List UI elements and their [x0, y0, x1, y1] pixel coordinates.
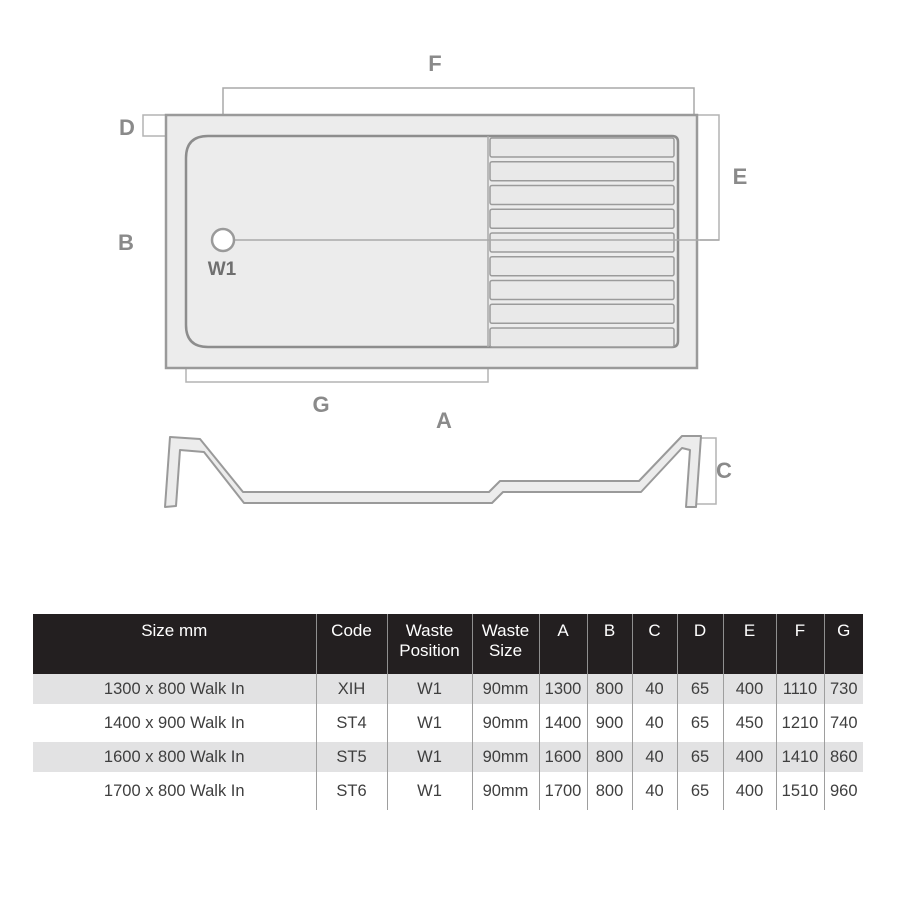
table-cell: W1	[387, 772, 472, 810]
dim-label-b: B	[118, 230, 134, 255]
table-cell: 40	[632, 674, 677, 704]
table-cell: 1300	[539, 674, 587, 704]
dim-label-e: E	[732, 164, 748, 189]
table-row	[33, 772, 863, 810]
table-cell: 740	[829, 713, 858, 732]
table-header-cell: Waste Size	[472, 614, 539, 674]
table-header-cell: F	[776, 614, 824, 674]
table-cell: W1	[387, 704, 472, 742]
table-cell: 65	[677, 674, 723, 704]
dim-line-e	[697, 115, 719, 240]
table-cell: 1410	[776, 742, 824, 772]
plan-view	[118, 51, 747, 433]
table-header-cell: A	[539, 614, 587, 674]
dim-label-a: A	[436, 408, 452, 433]
table-cell: 400	[723, 742, 776, 772]
table-cell: W1	[387, 674, 472, 704]
drainage-slats	[490, 138, 674, 347]
table-cell: 1210	[776, 704, 824, 742]
table-cell: 1700	[539, 772, 587, 810]
table-row	[33, 742, 863, 772]
table-cell: 90mm	[472, 772, 539, 810]
table-cell: 40	[632, 742, 677, 772]
table-cell: 65	[677, 704, 723, 742]
dim-label-g: G	[312, 392, 330, 417]
table-header-cell: Waste Position	[387, 614, 472, 674]
table-cell: 960	[829, 781, 858, 800]
table-cell: 900	[587, 704, 632, 742]
table-cell: 1110	[776, 674, 824, 704]
table-cell: 90mm	[472, 742, 539, 772]
table-cell: 450	[723, 704, 776, 742]
table-cell: 65	[677, 772, 723, 810]
table-header-cell: G	[824, 614, 863, 674]
table-cell: 1400 x 900 Walk In	[33, 704, 316, 742]
profile-outline	[165, 436, 701, 507]
table-cell: 65	[677, 742, 723, 772]
table-cell: W1	[387, 742, 472, 772]
table-cell: 1400	[539, 704, 587, 742]
table-cell: 90mm	[472, 674, 539, 704]
table-header-cell: E	[723, 614, 776, 674]
table-header-cell: D	[677, 614, 723, 674]
table-cell: 1300 x 800 Walk In	[33, 674, 316, 704]
table-cell: 400	[723, 674, 776, 704]
table-row	[33, 704, 863, 742]
table-cell: 40	[632, 772, 677, 810]
table-header-cell: Size mm	[33, 614, 316, 674]
table-cell: 400	[723, 772, 776, 810]
table-cell: 800	[587, 772, 632, 810]
dim-label-d: D	[119, 115, 135, 140]
table-row	[33, 674, 863, 704]
table-cell: 1600	[539, 742, 587, 772]
table-header-row	[33, 614, 863, 674]
table-cell: 1600 x 800 Walk In	[33, 742, 316, 772]
table-cell: 860	[824, 742, 863, 772]
dim-label-f: F	[428, 51, 442, 76]
spec-table	[33, 614, 863, 810]
table-cell: ST5	[316, 742, 387, 772]
side-profile-view	[165, 436, 732, 507]
table-cell: 800	[587, 742, 632, 772]
table-header-cell: B	[587, 614, 632, 674]
table-cell: ST6	[316, 772, 387, 810]
table-cell: 1700 x 800 Walk In	[33, 772, 316, 810]
table-cell: 730	[824, 674, 863, 704]
table-header-cell: Code	[316, 614, 387, 674]
table-cell: 90mm	[472, 704, 539, 742]
table-header-cell: C	[632, 614, 677, 674]
dim-label-c: C	[716, 458, 732, 483]
table-cell: 800	[587, 674, 632, 704]
waste-circle	[212, 229, 234, 251]
table-cell: ST4	[316, 704, 387, 742]
waste-position-label: W1	[207, 259, 237, 280]
table-cell: 40	[632, 704, 677, 742]
table-cell: XIH	[316, 674, 387, 704]
table-cell: 1510	[776, 772, 824, 810]
dim-line-d	[143, 115, 167, 136]
